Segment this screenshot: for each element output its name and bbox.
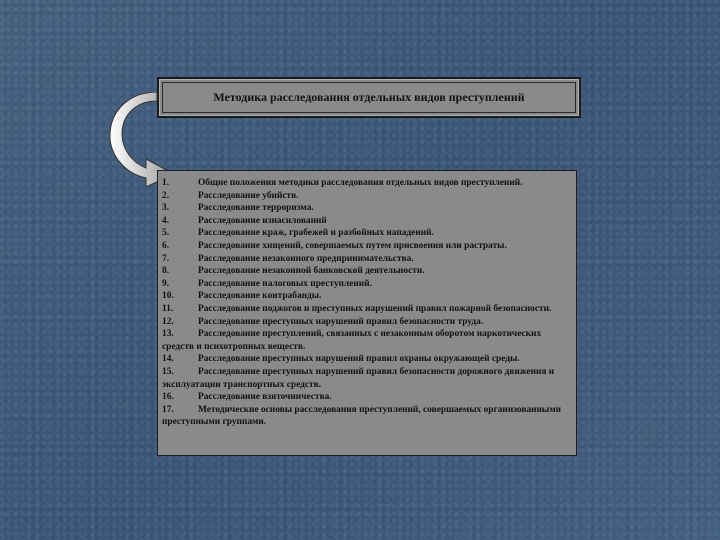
list-item-number: 4. [162, 215, 170, 226]
list-item [162, 303, 572, 316]
list-item [162, 316, 572, 329]
list-item-text: Расследование хищений, совершаемых путем присвоения или растраты. [198, 240, 507, 251]
list-item-number: 11. [162, 303, 174, 314]
list-item-text: Расследование преступлений, связанных с незаконным оборотом наркотических средств и психотропных веществ. [162, 329, 542, 352]
list-item [162, 227, 572, 240]
list-item-number: 17. [162, 404, 174, 415]
list-item [162, 253, 572, 266]
list-item-number: 15. [162, 366, 174, 377]
title-box [157, 77, 581, 118]
list-item-text: Методические основы расследования преступлений, совершаемых организованными преступными группами. [162, 404, 562, 428]
list-item [162, 215, 572, 228]
list-item [162, 404, 572, 429]
list-item-text: Расследование преступных нарушений правил охраны окружающей среды. [198, 354, 520, 365]
list-item [162, 177, 572, 190]
list-item-number: 12. [162, 316, 174, 327]
list-item [162, 328, 572, 353]
list-item-number: 3. [162, 203, 170, 214]
slide-title: Методика расследования отдельных видов преступлений [213, 90, 525, 104]
topics-list [157, 170, 577, 456]
list-item-text: Расследование преступных нарушений правил безопасности труда. [198, 316, 484, 327]
list-item-number: 2. [162, 190, 170, 201]
list-item [162, 366, 572, 391]
list-item-number: 6. [162, 240, 170, 251]
list-item-number: 16. [162, 392, 174, 403]
list-item-number: 10. [162, 291, 174, 302]
list-item-text: Расследование изнасилований [198, 215, 327, 226]
list-item [162, 290, 572, 303]
list-item [162, 240, 572, 253]
list-item-number: 14. [162, 354, 174, 365]
list-item-text: Расследование незаконного предпринимательства. [198, 253, 414, 264]
list-item-text: Расследование налоговых преступлений. [198, 278, 372, 289]
list-item-number: 13. [162, 329, 174, 340]
list-item [162, 278, 572, 291]
list-item-number: 8. [162, 266, 170, 277]
list-item-number: 1. [162, 178, 170, 188]
list-item [162, 202, 572, 215]
list-item-text: Расследование поджогов и преступных нарушений правил пожарной безопасности. [198, 303, 552, 314]
list-item-text: Расследование взяточничества. [198, 392, 332, 403]
list-item-text: Расследование терроризма. [198, 203, 314, 214]
list-item-text: Расследование контрабанды. [198, 291, 322, 302]
list-item [162, 353, 572, 366]
list-item-text: Расследование незаконной банковской деятельности. [198, 266, 425, 277]
list-item-number: 9. [162, 278, 170, 289]
list-item-number: 7. [162, 253, 170, 264]
list-item-text: Расследование краж, грабежей и разбойных нападений. [198, 228, 434, 239]
list-item-text: Расследование убийств. [198, 190, 299, 201]
list-item [162, 391, 572, 404]
list-item [162, 190, 572, 203]
list-item-number: 5. [162, 228, 170, 239]
list-item-text: Расследование преступных нарушений правил безопасности дорожного движения и эксплуатации транспортных средств. [162, 366, 555, 390]
list-item [162, 265, 572, 278]
list-item-text: Общие положения методики расследования отдельных видов преступлений. [198, 178, 523, 188]
